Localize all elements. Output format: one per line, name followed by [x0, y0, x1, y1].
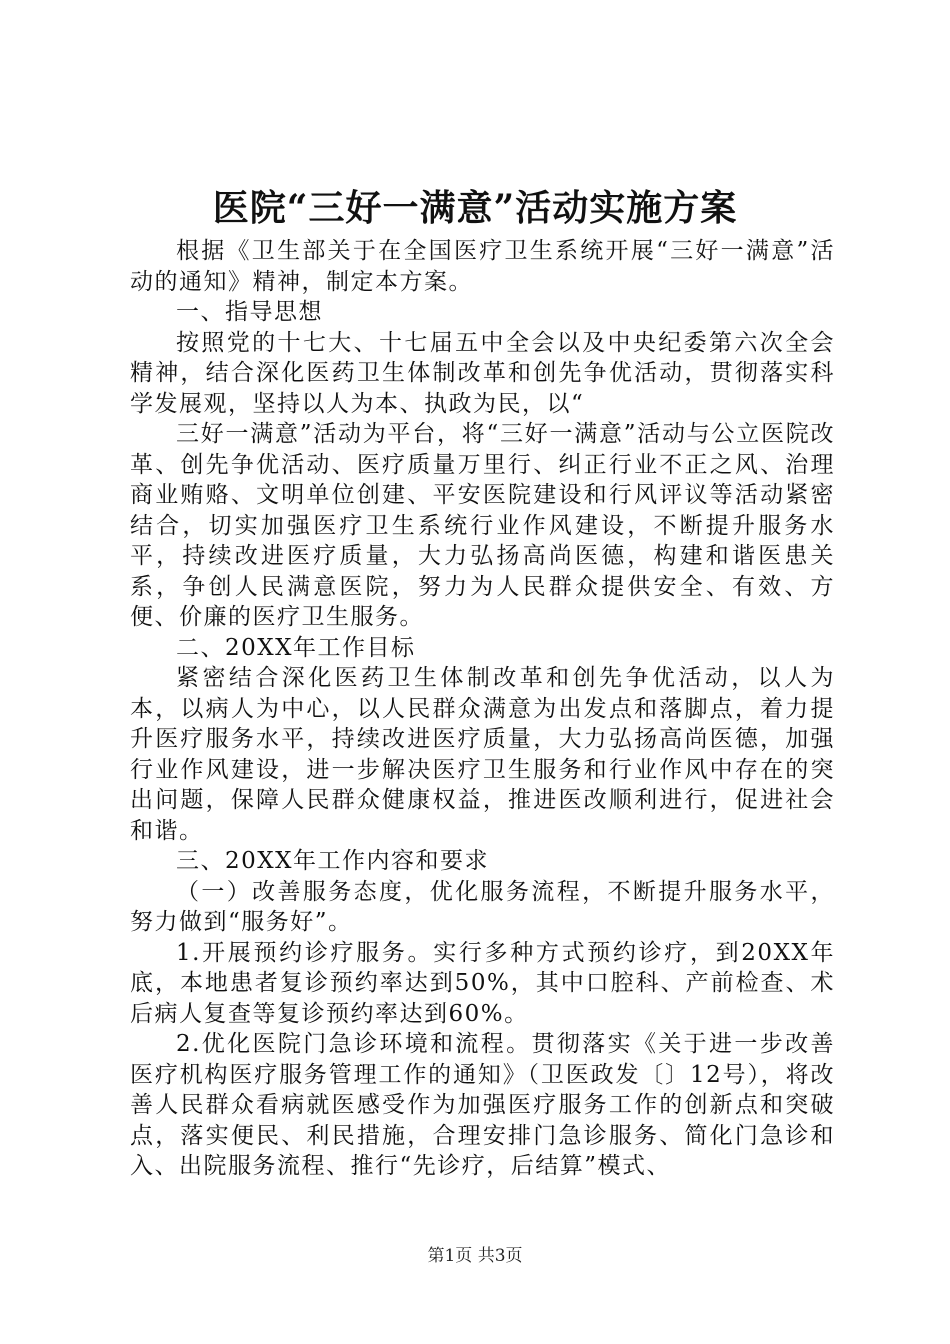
body-paragraph: 三好一满意”活动为平台，将“三好一满意”活动与公立医院改革、创先争优活动、医疗质量万里行、纠正行业不正之风、治理商业贿赂、文明单位创建、平安医院建设和行风评议等活动紧密结合，切实加强医疗卫生系统行业作风建设，不断提升服务水平，持续改进医疗质量，大力弘扬高尚医德，构建和谐医患关系，争创人民满意医院，努力为人民群众提供安全、有效、方便、价廉的医疗卫生服务。	[130, 421, 835, 630]
section-heading-content-requirements: 三、20XX年工作内容和要求	[176, 848, 490, 874]
subsection-paragraph: （一）改善服务态度，优化服务流程，不断提升服务水平，努力做到“服务好”。	[130, 878, 835, 935]
intro-paragraph: 根据《卫生部关于在全国医疗卫生系统开展“三好一满意”活动的通知》精神，制定本方案。	[130, 238, 835, 295]
list-item-paragraph: 1.开展预约诊疗服务。实行多种方式预约诊疗，到20XX年底，本地患者复诊预约率达到50%，其中口腔科、产前检查、术后病人复查等复诊预约率达到60%。	[130, 939, 835, 1027]
body-paragraph: 紧密结合深化医药卫生体制改革和创先争优活动，以人为本，以病人为中心，以人民群众满意为出发点和落脚点，着力提升医疗服务水平，持续改进医疗质量，大力弘扬高尚医德，加强行业作风建设，进一步解决医疗卫生服务和行业作风中存在的突出问题，保障人民群众健康权益，推进医改顺利进行，促进社会和谐。	[130, 665, 835, 844]
list-item-paragraph: 2.优化医院门急诊环境和流程。贯彻落实《关于进一步改善医疗机构医疗服务管理工作的通知》（卫医政发〔〕12号），将改善人民群众看病就医感受作为加强医疗服务工作的创新点和突破点，落实便民、利民措施，合理安排门急诊服务、简化门急诊和入、出院服务流程、推行“先诊疗，后结算”模式、	[130, 1031, 835, 1179]
document-title: 医院“三好一满意”活动实施方案	[212, 187, 738, 229]
document-body	[130, 236, 835, 1182]
section-heading-goals: 二、20XX年工作目标	[176, 634, 416, 661]
body-paragraph: 按照党的十七大、十七届五中全会以及中央纪委第六次全会精神，结合深化医药卫生体制改革和创先争优活动，贯彻落实科学发展观，坚持以人为本、执政为民，以“	[130, 329, 835, 417]
page-footer: 第1页 共3页	[427, 1246, 523, 1266]
section-heading-guiding-thought: 一、指导思想	[176, 299, 323, 325]
